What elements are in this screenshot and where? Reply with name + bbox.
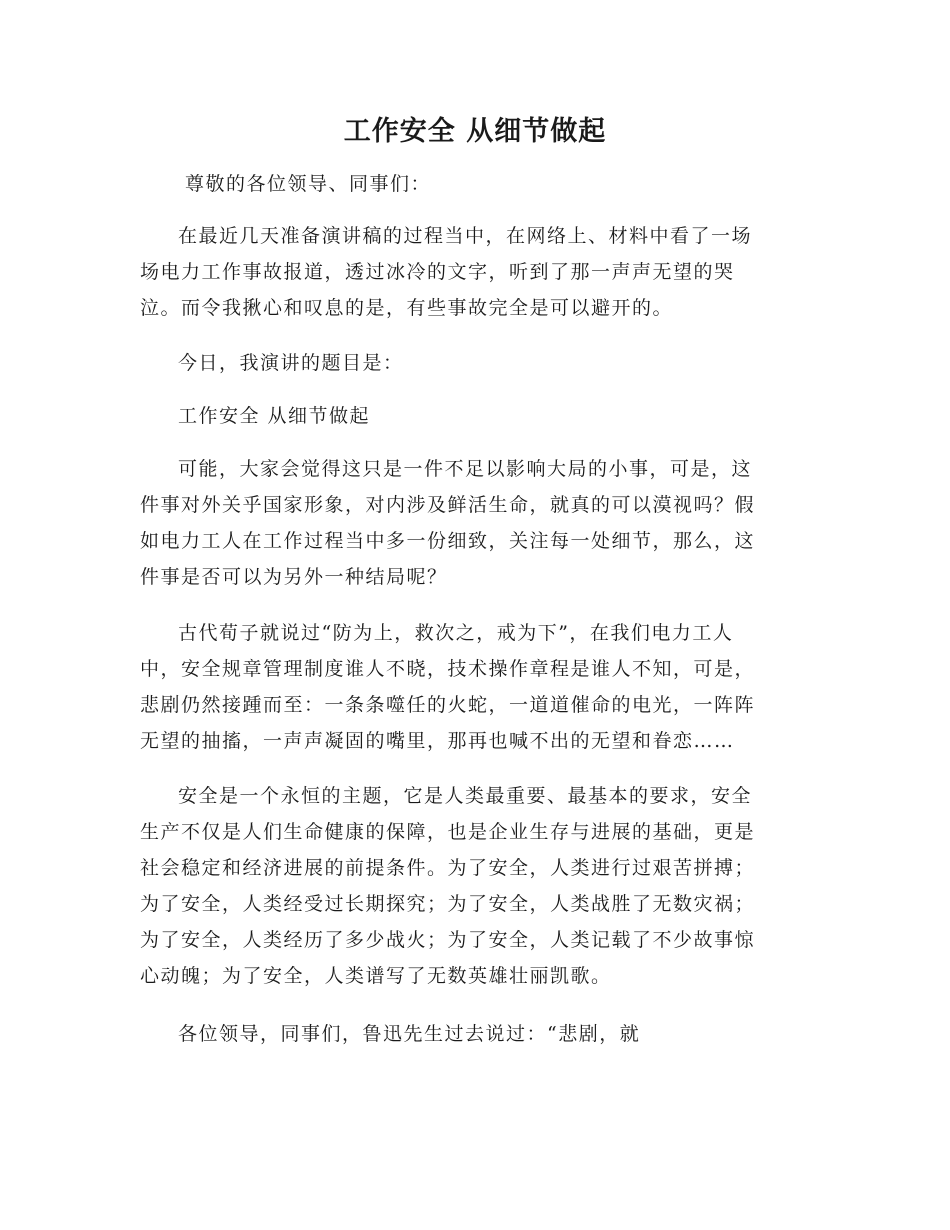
paragraph-topic: 工作安全 从细节做起 [178, 405, 371, 427]
paragraph-safety-theme: 安全是一个永恒的主题，它是人类最重要、最基本的要求，安全 生产不仅是人们生命健康的保障，也是企业生存与进展的基础，更是 社会稳定和经济进展的前提条件。为了安全，人类进行过艰苦拼搏； 为了安全，人类经受过长期探究；为了安全，人类战胜了无数灾祸； 为了安全，人类经历了多少战火；为了安全，人类记载了不少故事惊 心动魄；为了安全，人类谱写了无数英雄壮丽凯歌。 [140, 785, 756, 987]
paragraph-xunzi: 古代荀子就说过“防为上，救次之，戒为下”，在我们电力工人 中，安全规章管理制度谁人不晓，技术操作章程是谁人不知，可是， 悲剧仍然接踵而至：一条条噬任的火蛇，一道道催命的电光，一阵阵 无望的抽搐，一声声凝固的嘴里，那再也喊不出的无望和眷恋…… [140, 622, 756, 752]
paragraph-detail: 可能，大家会觉得这只是一件不足以影响大局的小事，可是，这 件事对外关乎国家形象，对内涉及鲜活生命，就真的可以漠视吗？假 如电力工人在工作过程当中多一份细致，关注每一处细节，那么，这 件事是否可以为另外一种结局呢？ [140, 458, 756, 588]
paragraph-intro: 在最近几天准备演讲稿的过程当中，在网络上、材料中看了一场 场电力工作事故报道，透过冰冷的文字，听到了那一声声无望的哭 泣。而令我揪心和叹息的是，有些事故完全是可以避开的。 [140, 225, 753, 319]
document-title: 工作安全 从细节做起 [343, 116, 607, 147]
salutation: 尊敬的各位领导、同事们： [185, 173, 432, 195]
paragraph-topic-lead: 今日，我演讲的题目是： [178, 352, 404, 374]
paragraph-luxun: 各位领导，同事们，鲁迅先生过去说过：“悲剧，就 [178, 1023, 641, 1045]
